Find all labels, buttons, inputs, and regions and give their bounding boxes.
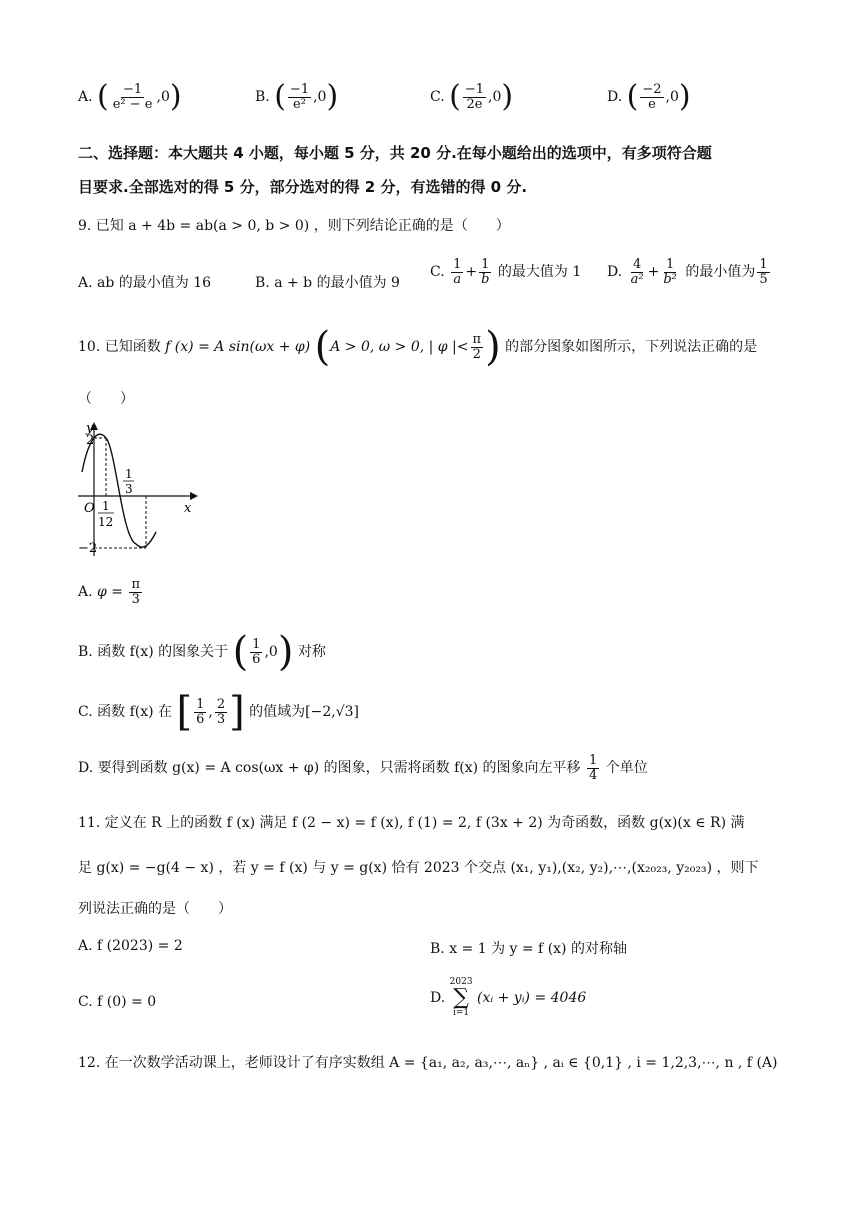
q8-option-d: D. ( $\frac{-2}{e}$ ,0) [607,79,691,114]
q8-option-a: A. ( $\frac{-1}{\text{e² − e}}$ ,0) [78,79,182,114]
q10-stem: 10. 已知函数 f (x) = A sin(ωx + φ) (A > 0, ω > 0, | φ |< $\frac{\pi}{2}$ ) 的部分图象如图所示，下列说法正确的是 [78,324,758,370]
q8-option-c: C. ( $\frac{-1}{2e}$ ,0) [430,79,514,114]
q10-function-graph [72,420,202,560]
x-tick2-num: 1 [125,467,133,481]
q11-line2: 足 g(x) = −g(4 − x) ，若 y = f (x) 与 y = g(x) 恰有 2023 个交点 (x₁, y₁),(x₂, y₂),⋯,(x₂₀₂₃, y₂₀₂₃) ，则下 [78,860,759,876]
q9-option-d: D. $\frac{4}{\text{a²}}$ + $\frac{1}{\text{b²}}$ 的最小值为 $\frac{1}{5}$ [607,257,768,287]
section-heading-line2: 目要求.全部选对的得 5 分，部分选对的得 2 分，有选错的得 0 分. [78,178,528,196]
x-axis-label: x [184,501,192,516]
x-axis-arrow [190,492,198,500]
q10-option-d: D. 要得到函数 g(x) = A cos(ωx + φ) 的图象，只需将函数 f(x) 的图象向左平移 $\frac{1}{4}$ 个单位 [78,753,648,783]
q10-option-b: B. 函数 f(x) 的图象关于 ( $\frac{1}{6}$ ,0) 对称 [78,629,326,675]
x-tick1-num: 1 [102,499,110,513]
q11-option-c: C. f (0) = 0 [78,994,157,1010]
q11-option-b: B. x = 1 为 y = f (x) 的对称轴 [430,941,627,957]
q11-line3: 列说法正确的是（ ） [78,901,232,917]
y-max-label: 2 [86,433,95,448]
section-heading-line1: 二、选择题：本大题共 4 小题，每小题 5 分，共 20 分.在每小题给出的选项中，有多项符合题 [78,144,712,162]
q10-option-c: C. 函数 f(x) 在 [ $\frac{1}{6}$ , $\frac{2}{3}$ ] 的值域为[−2,√3] [78,689,360,735]
q11-option-a: A. f (2023) = 2 [78,938,183,954]
q9-option-c: C. $\frac{1}{a}$ + $\frac{1}{b}$ 的最大值为 1 [430,257,582,287]
x-tick1-den: 12 [98,515,114,529]
origin-label: O [84,501,95,516]
q11-line1: 11. 定义在 R 上的函数 f (x) 满足 f (2 − x) = f (x), f (1) = 2, f (3x + 2) 为奇函数，函数 g(x)(x ∈ R) 满 [78,815,745,831]
x-tick2-den: 3 [125,482,133,496]
q9-stem: 9. 已知 a + 4b = ab(a > 0, b > 0) ，则下列结论正确的是（ ） [78,218,510,234]
q8-option-b: B. ( $\frac{-1}{\text{e²}}$ ,0) [255,79,339,114]
q9-option-b: B. a + b 的最小值为 9 [255,275,400,291]
q9-option-a: A. ab 的最小值为 16 [78,275,212,291]
q11-option-d: D. 2023 ∑ i=1 (xᵢ + yᵢ) = 4046 [430,977,587,1018]
q10-paren: （ ） [78,391,134,407]
q10-option-a: A. φ = $\frac{\pi}{3}$ [78,577,140,607]
y-min-label: −2 [78,541,98,556]
sine-curve [82,434,156,547]
q12-line1: 12. 在一次数学活动课上，老师设计了有序实数组 A = {a₁, a₂, a₃,⋯, aₙ} , aᵢ ∈ {0,1} , i = 1,2,3,⋯, n , f (A) [78,1055,778,1071]
y-axis-label: y [86,421,94,436]
